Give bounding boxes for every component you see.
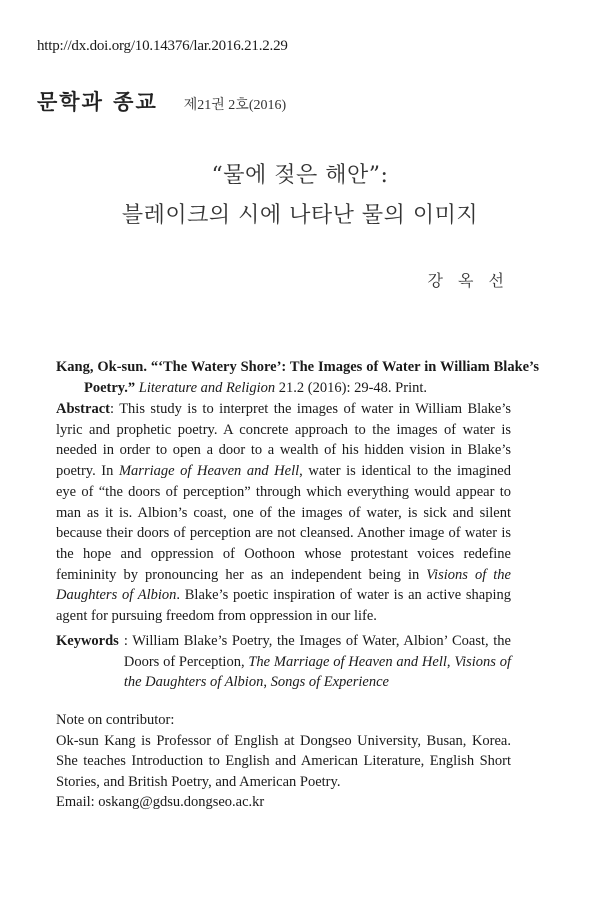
keywords-separator-1: , bbox=[446, 653, 455, 670]
keywords-italic-2: Visions of the Daughters of Albion bbox=[123, 653, 512, 691]
abstract-text-1: : This study is to interpret the images of water in William Blake’s lyric and prophetic poetry. A concrete approach to the images of water is needed in order to open a door to a wealth of his hidden vision in Blake’s poetry. In bbox=[56, 401, 511, 480]
keywords bbox=[56, 631, 511, 693]
journal-logo: 문학과 종교 bbox=[37, 90, 158, 114]
citation-article-title: “‘The Watery Shore’: The Images of Water in William Blake’s Poetry.” bbox=[84, 359, 540, 396]
keywords-list bbox=[119, 631, 511, 693]
citation bbox=[56, 357, 539, 399]
journal-header bbox=[37, 86, 286, 116]
keywords-italic-1: The Marriage of Heaven and Hell bbox=[248, 653, 447, 670]
citation-journal: Literature and Religion bbox=[138, 380, 276, 396]
contributor-note bbox=[56, 710, 511, 813]
article-title-line-2: 블레이크의 시에 나타난 물의 이미지 bbox=[121, 203, 479, 228]
abstract-label: Abstract bbox=[56, 401, 110, 417]
keywords-italic-3: Songs of Experience bbox=[270, 674, 389, 691]
citation-author: Kang, Ok-sun. bbox=[56, 359, 147, 375]
issue-info: 제21권 2호(2016) bbox=[183, 98, 287, 113]
article-title-line-1: “물에 젖은 해안”: bbox=[211, 163, 389, 188]
note-body: Ok-sun Kang is Professor of English at Dongseo University, Busan, Korea. She teaches Introduction to English and American Literature, English Short Stories, and British Poetry, and American Poetry. bbox=[56, 732, 511, 790]
note-email[interactable]: Email: oskang@gdsu.dongseo.ac.kr bbox=[56, 794, 265, 810]
abstract-text-3: . Blake’s poetic inspiration of water is an active shaping agent for pursuing freedom from oppression in our life. bbox=[56, 587, 511, 625]
abstract-italic-1: Marriage of Heaven and Hell bbox=[118, 463, 300, 480]
citation-details: 21.2 (2016): 29-48. Print. bbox=[278, 380, 428, 396]
abstract bbox=[56, 399, 511, 627]
keywords-text-1: : William Blake’s Poetry, the Images of Water, Albion’ Coast, the Doors of Perception, bbox=[123, 633, 511, 670]
doi-link[interactable]: http://dx.doi.org/10.14376/lar.2016.21.2.29 bbox=[37, 38, 288, 54]
abstract-text-2: , water is identical to the imagined eye of “the doors of perception” through which everything would appear to man as it is. Albion’s coast, one of the images of water, is sick and silent because their doors of perception are not cleansed. Another image of water is the hope and oppression of Oothoon whose protestant voices redefine femininity by pronouncing her as an independent being in bbox=[56, 463, 511, 583]
author-name: 강 옥 선 bbox=[427, 271, 509, 290]
keywords-label: Keywords bbox=[56, 633, 119, 649]
note-heading: Note on contributor: bbox=[56, 712, 175, 728]
keywords-separator-2: , bbox=[263, 674, 271, 691]
abstract-italic-2: Visions of the Daughters of Albion bbox=[56, 566, 511, 604]
